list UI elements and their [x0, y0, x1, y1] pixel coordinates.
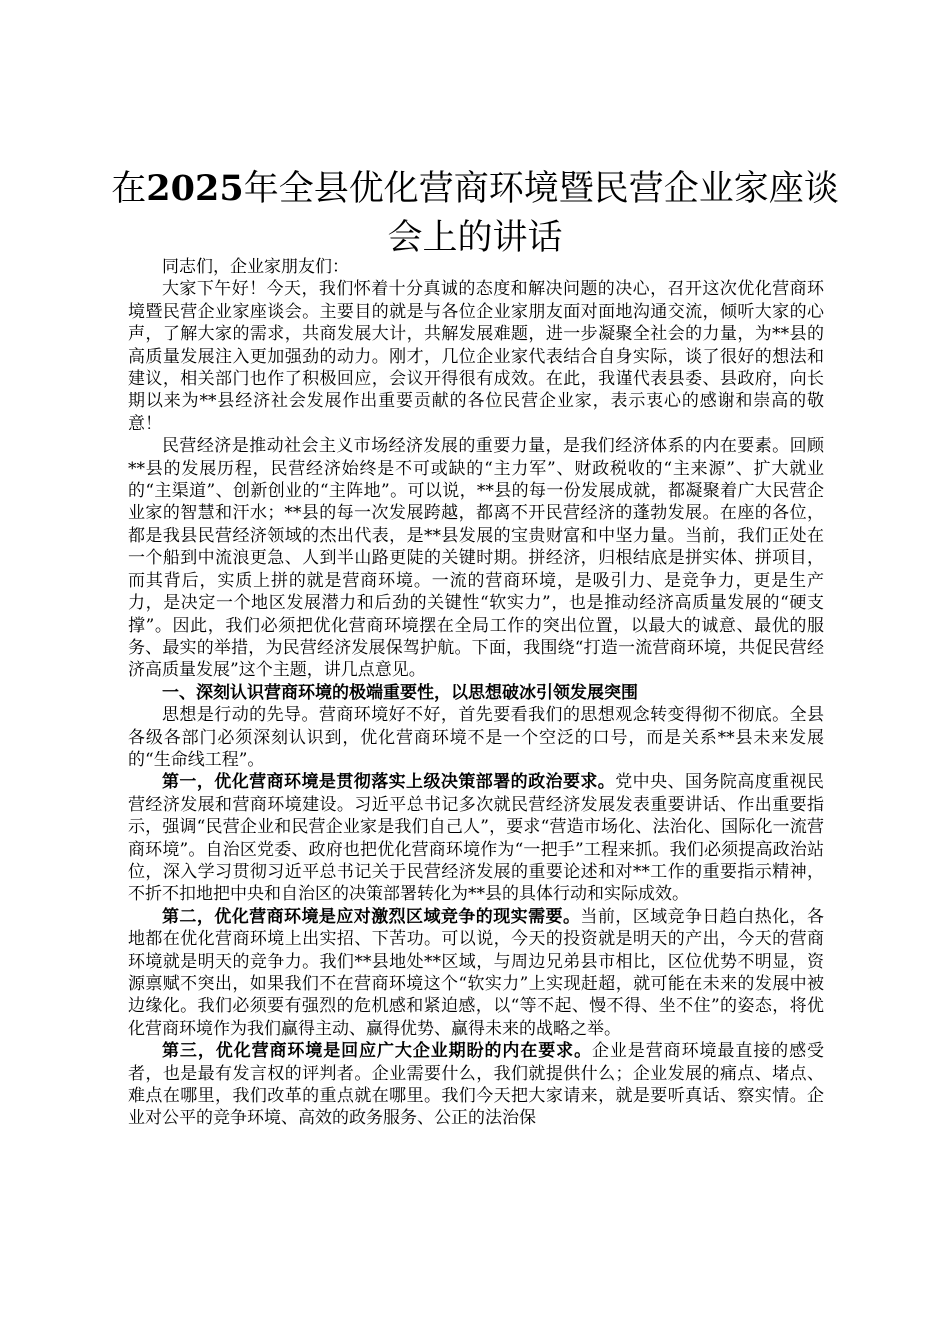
document-title [100, 164, 850, 263]
paragraph-private-economy: 民营经济是推动社会主义市场经济发展的重要力量，是我们经济体系的内在要素。回顾**县的发展历程，民营经济始终是不可或缺的“主力军”、财政税收的“主来源”、扩大就业的“主渠道”、创新创业的“主阵地”。可以说，**县的每一份发展成就，都凝聚着广大民营企业家的智慧和汗水；**县的每一次发展跨越，都离不开民营经济的蓬勃发展。在座的各位，都是我县民营经济领域的杰出代表，是**县发展的宝贵财富和中坚力量。当前，我们正处在一个船到中流浪更急、人到半山路更陡的关键时期。拼经济，归根结底是拼实体、拼项目，而其背后，实质上拼的就是营商环境。一流的营商环境，是吸引力、是竞争力，更是生产力，是决定一个地区发展潜力和后劲的关键性“软实力”，也是推动经济高质量发展的“硬支撑”。因此，我们必须把优化营商环境摆在全局工作的突出位置，以最大的诚意、最优的服务、最实的举措，为民营经济发展保驾护航。下面，我围绕“打造一流营商环境，共促民营经济高质量发展”这个主题，讲几点意见。 [128, 436, 824, 681]
point-3-body: 企业是营商环境最直接的感受者，也是最有发言权的评判者。企业需要什么，我们就提供什么；企业发展的痛点、堵点、难点在哪里，我们改革的重点就在哪里。我们今天把大家请来，就是要听真话、察实情。企业对公平的竞争环境、高效的政务服务、公正的法治保 [128, 1041, 824, 1129]
point-1 [128, 771, 824, 905]
salutation: 同志们，企业家朋友们： [162, 257, 349, 277]
point-3-lead: 第三，优化营商环境是回应广大企业期盼的内在要求。 [162, 1041, 592, 1062]
paragraph-opening: 大家下午好！今天，我们怀着十分真诚的态度和解决问题的决心，召开这次优化营商环境暨民营企业家座谈会。主要目的就是与各位企业家朋友面对面地沟通交流，倾听大家的心声，了解大家的需求，共商发展大计，共解发展难题，进一步凝聚全社会的力量，为**县的高质量发展注入更加强劲的动力。刚才，几位企业家代表结合自身实际，谈了很好的想法和建议，相关部门也作了积极回应，会议开得很有成效。在此，我谨代表县委、县政府，向长期以来为**县经济社会发展作出重要贡献的各位民营企业家，表示衷心的感谢和崇高的敬意！ [128, 279, 824, 434]
point-2 [128, 906, 824, 1040]
title-year: 2025 [146, 168, 244, 209]
point-3 [128, 1040, 824, 1130]
title-prefix: 在 [111, 169, 147, 209]
title-suffix: 年全县优化营商环境暨民营企业家座谈会上的讲话 [243, 169, 839, 258]
document-body [128, 256, 824, 1130]
point-1-body: 党中央、国务院高度重视民营经济发展和营商环境建设。习近平总书记多次就民营经济发展发表重要讲话、作出重要指示，强调“民营企业和民营企业家是我们自己人”，要求“营造市场化、法治化、国际化一流营商环境”。自治区党委、政府也把优化营商环境作为“一把手”工程来抓。我们必须提高政治站位，深入学习贯彻习近平总书记关于民营经济发展的重要论述和对**工作的重要指示精神，不折不扣地把中央和自治区的决策部署转化为**县的具体行动和实际成效。 [128, 772, 825, 905]
paragraph-thinking: 思想是行动的先导。营商环境好不好，首先要看我们的思想观念转变得彻不彻底。全县各级各部门必须深刻认识到，优化营商环境不是一个空泛的口号，而是关系**县未来发展的“生命线工程”。 [128, 705, 824, 770]
point-1-lead: 第一，优化营商环境是贯彻落实上级决策部署的政治要求。 [162, 772, 616, 793]
point-2-body: 当前，区域竞争日趋白热化，各地都在优化营商环境上出实招、下苦功。可以说，今天的投资就是明天的产出，今天的营商环境就是明天的竞争力。我们**县地处**区域，与周边兄弟县市相比，区位优势不明显，资源禀赋不突出，如果我们不在营商环境这个“软实力”上实现赶超，就可能在未来的发展中被边缘化。我们必须要有强烈的危机感和紧迫感，以“等不起、慢不得、坐不住”的姿态，将优化营商环境作为我们赢得主动、赢得优势、赢得未来的战略之举。 [128, 906, 825, 1039]
point-2-lead: 第二，优化营商环境是应对激烈区域竞争的现实需要。 [162, 906, 581, 927]
section-heading-1: 一、深刻认识营商环境的极端重要性，以思想破冰引领发展突围 [162, 682, 638, 703]
